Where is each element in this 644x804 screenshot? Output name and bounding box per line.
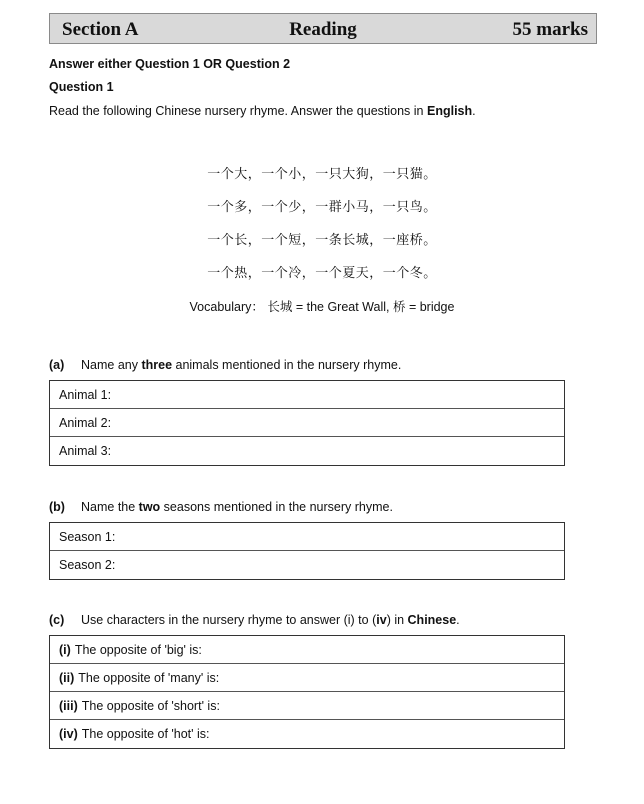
part-a-letter: (a) xyxy=(49,358,65,372)
rhyme-line-1: 一个大，一个小，一只大狗，一只猫。 xyxy=(207,167,437,182)
answer-label: Season 2: xyxy=(59,558,116,572)
opposite-big-input[interactable] xyxy=(210,640,558,660)
answer-row-opposite-hot[interactable] xyxy=(50,720,564,748)
part-b-text-pre: Name the xyxy=(81,500,139,514)
part-a-answer-table xyxy=(49,380,565,466)
season-2-input[interactable] xyxy=(210,555,558,575)
section-subject: Reading xyxy=(289,19,357,40)
question-title: Question 1 xyxy=(49,80,114,94)
answer-tag: (iv) xyxy=(59,727,78,741)
part-c-letter: (c) xyxy=(49,613,65,627)
answer-tag: (i) xyxy=(59,643,71,657)
animal-2-input[interactable] xyxy=(210,413,558,433)
part-c-prompt xyxy=(49,613,460,627)
intro-text-bold: English xyxy=(426,104,473,118)
instruction-text: Answer either Question 1 OR Question 2 xyxy=(49,57,291,71)
part-c-text-bold: Chinese xyxy=(407,613,457,627)
rhyme-line-2: 一个多，一个少，一群小马，一只鸟。 xyxy=(207,200,437,215)
intro-text-main: Read the following Chinese nursery rhyme. Answer the questions in xyxy=(49,104,427,118)
opposite-short-input[interactable] xyxy=(210,696,558,716)
answer-row-season-2[interactable] xyxy=(50,551,564,579)
answer-row-season-1[interactable] xyxy=(50,523,564,551)
answer-tag: (ii) xyxy=(59,671,75,685)
answer-label: Animal 3: xyxy=(59,444,112,458)
animal-1-input[interactable] xyxy=(210,385,558,405)
answer-label: Season 1: xyxy=(59,530,116,544)
opposite-many-input[interactable] xyxy=(210,668,558,688)
rhyme-line-3: 一个长，一个短，一条长城，一座桥。 xyxy=(207,233,437,248)
animal-3-input[interactable] xyxy=(210,441,558,461)
part-c-answer-table xyxy=(49,635,565,749)
part-a-text-pre: Name any xyxy=(81,358,142,372)
part-a-text-post: animals mentioned in the nursery rhyme. xyxy=(172,358,402,372)
intro-text xyxy=(49,104,476,118)
answer-label: Animal 1: xyxy=(59,388,112,402)
answer-row-animal-2[interactable] xyxy=(50,409,564,437)
answer-row-animal-1[interactable] xyxy=(50,381,564,409)
part-c-text-pre: Use characters in the nursery rhyme to answer (i) to ( xyxy=(81,613,377,627)
answer-label: The opposite of 'hot' is: xyxy=(81,727,210,741)
answer-label: The opposite of 'many' is: xyxy=(78,671,220,685)
opposite-hot-input[interactable] xyxy=(210,724,558,744)
part-b-text-bold: two xyxy=(138,500,161,514)
part-c-text-bold-iv: iv xyxy=(376,613,387,627)
section-header-bar xyxy=(49,13,597,44)
answer-tag: (iii) xyxy=(59,699,78,713)
part-a-text-bold: three xyxy=(141,358,173,372)
part-b-letter: (b) xyxy=(49,500,65,514)
section-marks: 55 marks xyxy=(512,19,588,40)
answer-row-opposite-many[interactable] xyxy=(50,664,564,692)
answer-row-animal-3[interactable] xyxy=(50,437,564,465)
part-b-answer-table xyxy=(49,522,565,580)
intro-text-end: . xyxy=(472,104,476,118)
answer-label: The opposite of 'short' is: xyxy=(81,699,220,713)
part-b-prompt xyxy=(49,500,393,514)
answer-row-opposite-short[interactable] xyxy=(50,692,564,720)
vocabulary-note: Vocabulary： 长城 = the Great Wall, 桥 = bridge xyxy=(189,300,455,314)
part-c-text-post: . xyxy=(456,613,460,627)
answer-row-opposite-big[interactable] xyxy=(50,636,564,664)
part-b-text-post: seasons mentioned in the nursery rhyme. xyxy=(160,500,393,514)
season-1-input[interactable] xyxy=(210,527,558,547)
part-a-prompt xyxy=(49,358,401,372)
section-title: Section A xyxy=(62,19,139,40)
answer-label: Animal 2: xyxy=(59,416,112,430)
rhyme-line-4: 一个热，一个冷，一个夏天，一个冬。 xyxy=(207,266,437,281)
part-c-text-mid: ) in xyxy=(386,613,408,627)
answer-label: The opposite of 'big' is: xyxy=(74,643,202,657)
